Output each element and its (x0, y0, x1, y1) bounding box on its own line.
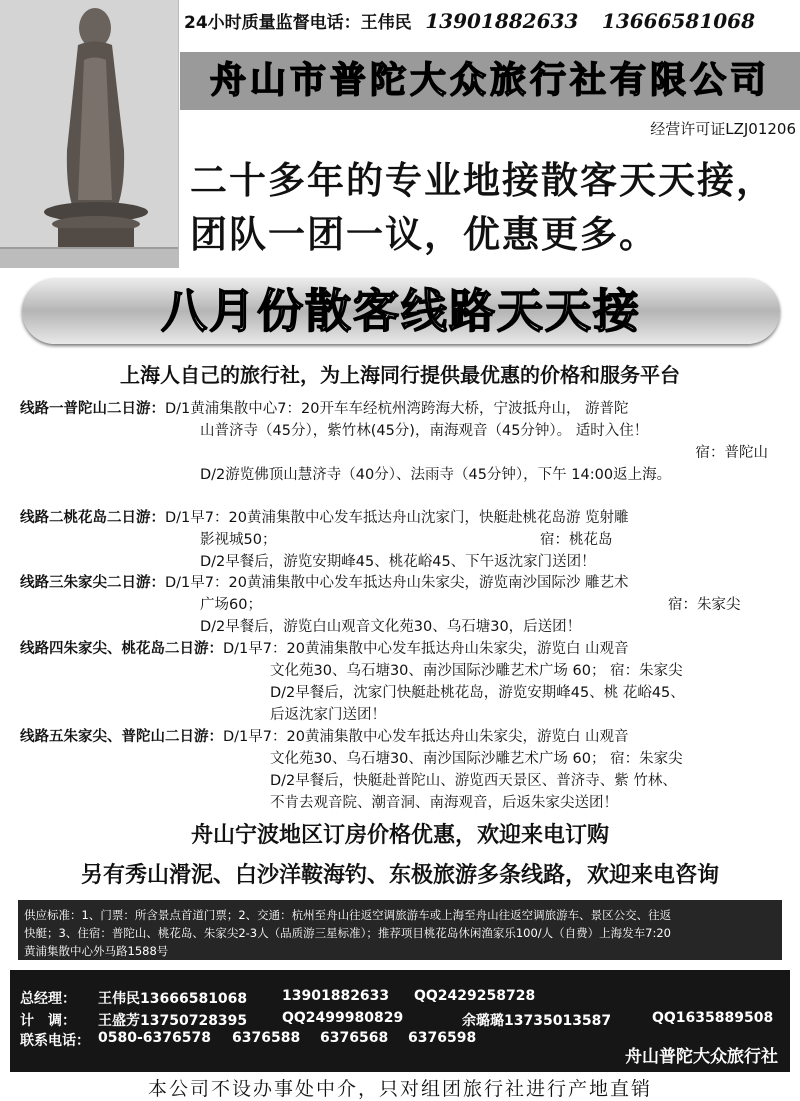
hotline-label: 24小时质量监督电话：王伟民 (184, 13, 412, 33)
route-4 (20, 638, 790, 726)
supply-line-3: 黄浦集散中心外马路1588号 (24, 944, 169, 958)
route-5-line-2: 文化苑30、乌石塘30、南沙国际沙雕艺术广场 60； 宿：朱家尖 (270, 751, 683, 767)
route-3-line-4: D/2早餐后，游览白山观音文化苑30、乌石塘30，后送团！ (200, 619, 582, 635)
planner-1: 王盛芳13750728395 (98, 1013, 248, 1029)
route-2-name: 线路二桃花岛二日游： (20, 510, 165, 526)
route-1 (20, 398, 790, 486)
route-2-line-2-row (20, 529, 790, 551)
route-3-name: 线路三朱家尖二日游： (20, 575, 165, 591)
planner-2: 余璐璐13735013587 (462, 1013, 612, 1029)
route-3-line-3: 宿：朱家尖 (668, 597, 741, 613)
planner-2-qq: QQ1635889508 (652, 1010, 774, 1026)
gm-name-phone: 王伟民13666581068 (98, 991, 248, 1007)
phone-4: 6376598 (408, 1030, 477, 1046)
slogan-line-1: 二十多年的专业地接散客天天接， (190, 159, 775, 202)
route-5-line-1: D/1早7：20黄浦集散中心发车抵达舟山朱家尖，游览白 山观音 (223, 729, 629, 745)
route-3-line-2: 广场60； (200, 597, 262, 613)
route-1-line-4: D/2游览佛顶山慧济寺（40分）、法雨寺（45分钟），下午 14:00返上海。 (200, 467, 672, 483)
promo-extra-routes: 另有秀山滑泥、白沙洋鞍海钓、东极旅游多条线路，欢迎来电咨询 (80, 863, 719, 888)
route-1-line-1: D/1黄浦集散中心7：20开车车经杭州湾跨海大桥，宁波抵舟山， 游普陀 (165, 401, 629, 417)
route-2-line-4: D/2早餐后，游览安期峰45、桃花峪45、下午返沈家门送团！ (200, 554, 596, 570)
footer-notice: 本公司不设办事处中介，只对组团旅行社进行产地直销 (147, 1078, 652, 1100)
supply-line-2: 快艇；3、住宿：普陀山、桃花岛、朱家尖2-3人（品质游三星标准）；推荐项目桃花岛休闲渔家乐100/人（自费）上海发车7:20 (24, 926, 671, 940)
license-number: 经营许可证LZJ01206 (650, 120, 796, 138)
route-3 (20, 572, 790, 638)
phone-1: 0580-6376578 (98, 1030, 211, 1046)
route-4-line-2: 文化苑30、乌石塘30、南沙国际沙雕艺术广场 60； 宿：朱家尖 (270, 663, 683, 679)
gm-qq: QQ2429258728 (414, 988, 536, 1004)
route-5 (20, 726, 790, 814)
planner-1-qq: QQ2499980829 (282, 1010, 404, 1026)
slogan-line-2: 团队一团一议，优惠更多。 (190, 213, 658, 256)
route-2-line-1: D/1早7：20黄浦集散中心发车抵达舟山沈家门，快艇赴桃花岛游 览射雕 (165, 510, 629, 526)
route-3-line-1: D/1早7：20黄浦集散中心发车抵达舟山朱家尖，游览南沙国际沙 雕艺术 (165, 575, 629, 591)
route-2-line-3: 宿：桃花岛 (540, 532, 613, 548)
guanyin-statue-photo (0, 0, 179, 268)
contact-box (10, 970, 790, 1072)
hotline-number-2: 13666581068 (601, 9, 755, 33)
supply-standard-box (18, 900, 782, 960)
route-5-name: 线路五朱家尖、普陀山二日游： (20, 729, 223, 745)
route-2-line-2: 影视城50； (200, 532, 277, 548)
gm-phone-2: 13901882633 (282, 988, 390, 1004)
gm-label: 总经理： (20, 991, 76, 1007)
phone-3: 6376568 (320, 1030, 389, 1046)
route-2 (20, 507, 790, 573)
route-5-line-4: 不肯去观音院、潮音洞、南海观音，后返朱家尖送团！ (270, 795, 618, 811)
route-1-name: 线路一普陀山二日游： (20, 401, 165, 417)
banner-title: 八月份散客线路天天接 (161, 284, 641, 338)
route-4-line-1: D/1早7：20黄浦集散中心发车抵达舟山朱家尖，游览白 山观音 (223, 641, 629, 657)
hotline-number-1: 13901882633 (425, 9, 579, 33)
supply-line-1: 供应标准：1、门票：所含景点首道门票；2、交通：杭州至舟山往返空调旅游车或上海至舟山往返空调旅游车、景区公交、往返 (24, 908, 672, 922)
route-4-line-4: 后返沈家门送团！ (270, 707, 386, 723)
hotline (184, 8, 796, 42)
phone-label: 联系电话： (20, 1033, 90, 1049)
route-5-line-3: D/2早餐后，快艇赴普陀山、游览西天景区、普济寺、紫 竹林、 (270, 773, 677, 789)
brand-name: 舟山普陀大众旅行社 (625, 1047, 778, 1067)
company-name: 舟山市普陀大众旅行社有限公司 (209, 60, 770, 101)
planner-label: 计 调： (20, 1013, 76, 1029)
phone-2: 6376588 (232, 1030, 301, 1046)
tagline: 上海人自己的旅行社，为上海同行提供最优惠的价格和服务平台 (120, 363, 680, 387)
route-3-line-2-row (20, 594, 790, 616)
route-1-line-2: 山普济寺（45分），紫竹林(45分)，南海观音（45分钟）。 适时入住！ (200, 423, 649, 439)
route-4-line-3: D/2早餐后，沈家门快艇赴桃花岛，游览安期峰45、桃 花峪45、 (270, 685, 685, 701)
statue-icon (0, 0, 178, 268)
promo-hotel: 舟山宁波地区订房价格优惠，欢迎来电订购 (190, 823, 609, 848)
route-1-line-3: 宿：普陀山 (695, 445, 768, 461)
route-4-name: 线路四朱家尖、桃花岛二日游： (20, 641, 223, 657)
